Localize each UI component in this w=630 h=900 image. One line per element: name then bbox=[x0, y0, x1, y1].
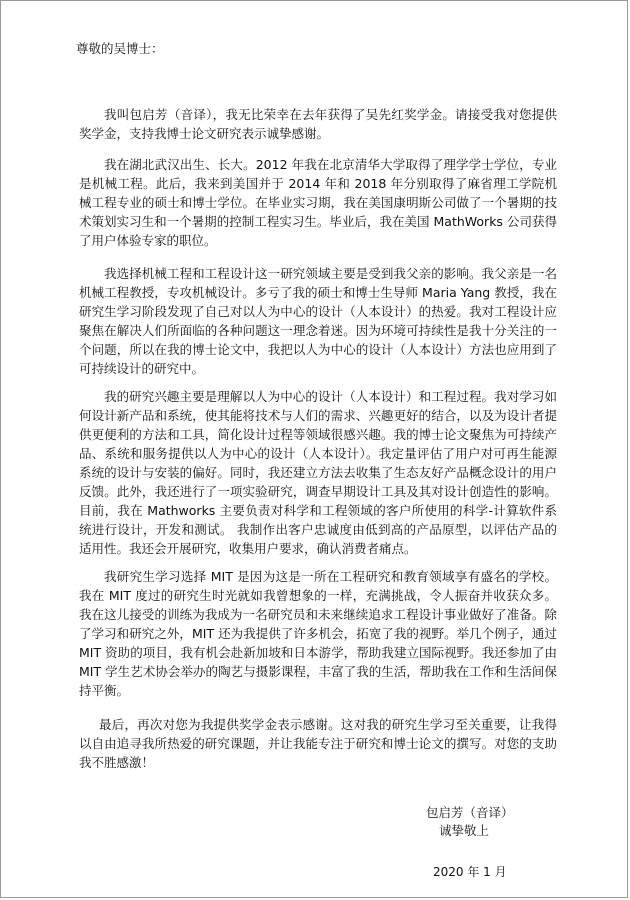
letter-date: 2020 年 1 月 bbox=[433, 865, 507, 879]
paragraph-field-choice: 我选择机械工程和工程设计这一研究领域主要是受到我父亲的影响。我父亲是一名机械工程教授，专攻机械设计。多亏了我的硕士和博士生导师 Maria Yang 教授，我在研究生学习阶段发现了自己对以人为中心的设计（人本设计）的热爱。我对工程设计应聚焦在解决人们所面临的各种问题这一理念着迷。因为环境可持续性是我十分关注的一个问题，所以在我的博士论文中，我把以人为中心的设计（人本设计）方法也应用到了可持续设计的研究中。 bbox=[79, 266, 557, 376]
paragraph-closing-thanks: 最后，再次对您为我提供奖学金表示感谢。这对我的研究生学习至关重要，让我得以自由追寻我所热爱的研究课题，并让我能专注于研究和博士论文的撰写。对您的支助我不胜感激！ bbox=[79, 717, 557, 770]
paragraph-research-interests: 我的研究兴趣主要是理解以人为中心的设计（人本设计）和工程过程。我对学习如何设计新产品和系统，使其能将技术与人们的需求、兴趣更好的结合，以及为设计者提供更便利的方法和工具，简化设计过程等领域很感兴趣。我的博士论文聚焦为可持续产品、系统和服务提供以人为中心的设计（人本设计）。我定量评估了用户对可再生能源系统的设计与安装的偏好。同时，我还建立方法去收集了生态友好产品概念设计的用户反馈。此外，我还进行了一项实验研究，调查早期设计工具及其对设计创造性的影响。目前，我在 Mathworks 主要负责对科学和工程领域的客户所使用的科学-计算软件系统进行设计，开发和测试。 我制作出客户忠诚度由低到高的产品原型，以评估产品的适用性。我还会开展研究，收集用户要求，确认消费者痛点。 bbox=[79, 389, 557, 556]
signature-name: 包启芳（音译） bbox=[426, 805, 514, 820]
paragraph-mit-experience: 我研究生学习选择 MIT 是因为这是一所在工程研究和教育领域享有盛名的学校。我在 MIT 度过的研究生时光就如我曾想象的一样，充满挑战，令人振奋并收获众多。我在这儿接受的训练为我成为一名研究员和未来继续追求工程设计事业做好了准备。除了学习和研究之外，MIT 还为我提供了许多机会，拓宽了我的视野。举几个例子，通过 MIT 资助的项目，我有机会赴新加坡和日本游学，帮助我建立国际视野。我还参加了由 MIT 学生艺术协会举办的陶艺与摄影课程，丰富了我的生活，帮助我在工作和生活间保持平衡。 bbox=[79, 569, 557, 698]
paragraph-background: 我在湖北武汉出生、长大。2012 年我在北京清华大学取得了理学学士学位，专业是机械工程。此后，我来到美国并于 2014 年和 2018 年分别取得了麻省理工学院机械工程专业的硕士和博士学位。在毕业实习期，我在美国康明斯公司做了一个暑期的技术策划实习生和一个暑期的控制工程实习生。毕业后，我在美国 MathWorks 公司获得了用户体验专家的职位。 bbox=[79, 157, 557, 248]
signature-closing: 诚挚敬上 bbox=[439, 823, 490, 838]
letter-salutation: 尊敬的吴博士： bbox=[76, 41, 164, 56]
paragraph-thanks-intro: 我叫包启芳（音译），我无比荣幸在去年获得了吴先红奖学金。请接受我对您提供奖学金，支持我博士论文研究表示诚挚感谢。 bbox=[79, 107, 557, 141]
